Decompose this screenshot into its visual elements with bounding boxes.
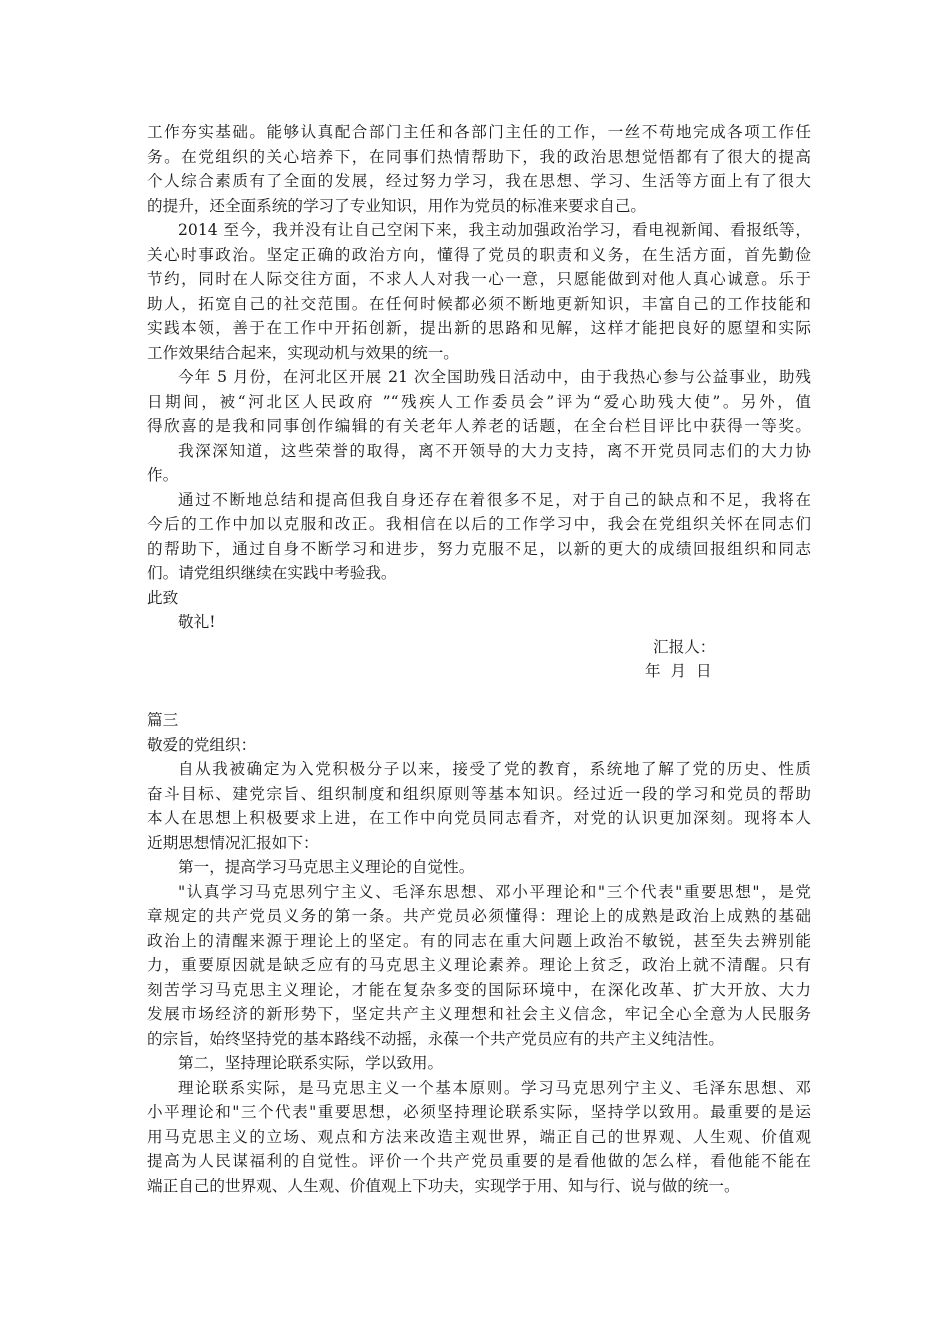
date-label: 年 月 日 [645,662,712,680]
paragraph-line: 得欣喜的是我和同事创作编辑的有关老年人养老的话题，在全台栏目评比中获得一等奖。 [147,417,811,435]
section-gap [147,684,811,709]
paragraph-line: 通过不断地总结和提高但我自身还存在着很多不足，对于自己的缺点和不足，我将在 [178,490,811,509]
subheading-line: 第一，提高学习马克思主义理论的自觉性。 [178,858,475,876]
section-heading: 篇三 [147,711,179,729]
paragraph-line: 工作夯实基础。能够认真配合部门主任和各部门主任的工作，一丝不苟地完成各项工作任 [147,123,811,141]
paragraph-line: 端正自己的世界观、人生观、价值观上下功夫，实现学于用、知与行、说与做的统一。 [147,1176,740,1195]
paragraph-line: 2014 至今，我并没有让自己空闲下来，我主动加强政治学习，看电视新闻、看报纸等， [178,221,811,239]
paragraph-line: 本人在思想上积极要求上进，在工作中向党员同志看齐，对党的认识更加深刻。现将本人 [147,809,811,827]
paragraph-line: 的帮助下，通过自身不断学习和进步，努力克服不足，以新的更大的成绩回报组织和同志 [147,539,811,558]
paragraph-line: 工作效果结合起来，实现动机与效果的统一。 [147,343,459,362]
paragraph-line: 发展市场经济的新形势下，坚定共产主义理想和社会主义信念，牢记全心全意为人民服务 [147,1005,811,1023]
paragraph-line: 助人，拓宽自己的社交范围。在任何时候都必须不断地更新知识，丰富自己的工作技能和 [147,294,811,313]
greeting-line: 敬爱的党组织： [147,735,257,754]
paragraph-line: 实践本领，善于在工作中开拓创新，提出新的思路和见解，这样才能把良好的愿望和实际 [147,319,811,337]
paragraph-line: 今后的工作中加以克服和改正。我相信在以后的工作学习中，我会在党组织关怀在同志们 [147,515,811,533]
paragraph-line: 理论联系实际，是马克思主义一个基本原则。学习马克思列宁主义、毛泽东思想、邓 [178,1078,811,1097]
paragraph-line: 提高为人民谋福利的自觉性。评价一个共产党员重要的是看他做的怎么样，看他能不能在 [147,1152,811,1170]
paragraph-line: 自从我被确定为入党积极分子以来，接受了党的教育，系统地了解了党的历史、性质 [178,760,811,778]
paragraph-line: 政治上的清醒来源于理论上的坚定。有的同志在重大问题上政治不敏锐，甚至失去辨别能 [147,931,811,950]
section-three [147,708,811,1198]
subheading-line: 第二，坚持理论联系实际，学以致用。 [178,1054,444,1072]
paragraph-line: 刻苦学习马克思主义理论，才能在复杂多变的国际环境中，在深化改革、扩大开放、大力 [147,980,811,999]
paragraph-line: 关心时事政治。坚定正确的政治方向，懂得了党员的职责和义务，在生活方面，首先勤俭 [147,245,811,264]
paragraph-line: 节约，同时在人际交往方面，不求人人对我一心一意，只愿能做到对他人真心诚意。乐于 [147,270,811,288]
paragraph-line: 的提升，还全面系统的学习了专业知识，用作为党员的标准来要求自己。 [147,196,647,215]
paragraph-line: 近期思想情况汇报如下： [147,833,319,852]
section-two [147,120,811,684]
signature-label: 汇报人： [653,637,716,656]
paragraph-line: 的宗旨，始终坚持党的基本路线不动摇，永葆一个共产党员应有的共产主义纯洁性。 [147,1029,724,1048]
paragraph-line: 今年 5 月份，在河北区开展 21 次全国助残日活动中，由于我热心参与公益事业，助残 [178,368,811,386]
paragraph-line: 用马克思主义的立场、观点和方法来改造主观世界，端正自己的世界观、人生观、价值观 [147,1127,811,1146]
paragraph-line: 奋斗目标、建党宗旨、组织制度和组织原则等基本知识。经过近一段的学习和党员的帮助 [147,784,811,803]
paragraph-line: "认真学习马克思列宁主义、毛泽东思想、邓小平理论和"三个代表"重要思想"，是党 [178,882,811,901]
paragraph-line: 作。 [147,466,179,484]
paragraph-line: 日期间，被“河北区人民政府 ”“残疾人工作委员会”评为“爱心助残大使”。另外，值 [147,392,811,411]
salute-line: 敬礼! [178,613,216,631]
paragraph-line: 我深深知道，这些荣誉的取得，离不开领导的大力支持，离不开党员同志们的大力协 [178,441,811,460]
paragraph-line: 章规定的共产党员义务的第一条。共产党员必须懂得：理论上的成熟是政治上成熟的基础 [147,907,811,925]
paragraph-line: 们。请党组织继续在实践中考验我。 [147,564,397,582]
paragraph-line: 务。在党组织的关心培养下，在同事们热情帮助下，我的政治思想觉悟都有了很大的提高 [147,147,811,166]
paragraph-line: 力，重要原因就是缺乏应有的马克思主义理论素养。理论上贫乏，政治上就不清醒。只有 [147,956,811,974]
paragraph-line: 个人综合素质有了全面的发展，经过努力学习，我在思想、学习、生活等方面上有了很大 [147,172,811,190]
closing-line: 此致 [147,588,179,607]
paragraph-line: 小平理论和"三个代表"重要思想，必须坚持理论联系实际，坚持学以致用。最重要的是运 [147,1103,811,1121]
document-body [147,120,811,1198]
